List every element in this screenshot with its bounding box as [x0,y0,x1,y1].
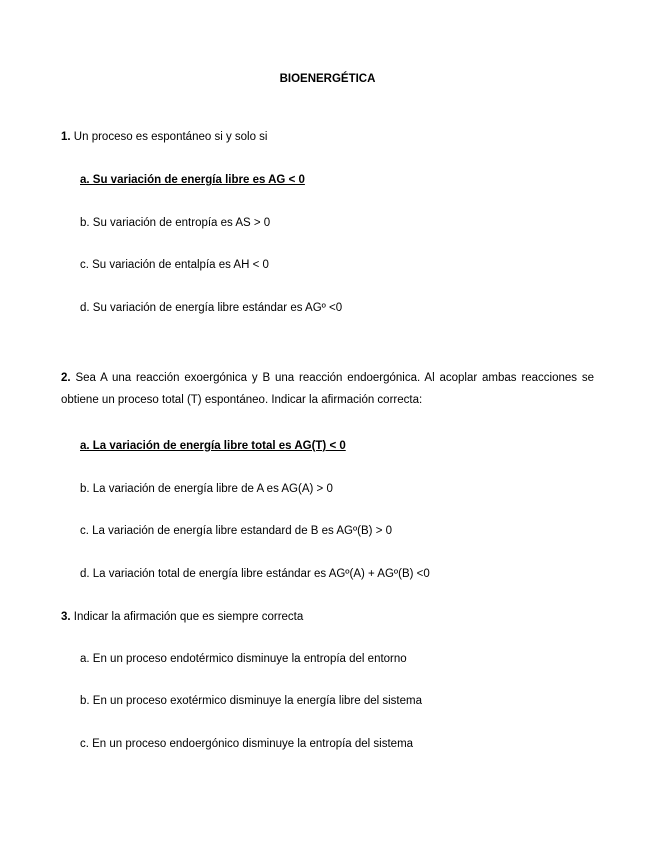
question-3-number: 3. [61,611,71,623]
question-1-number: 1. [61,131,71,143]
question-3-option-a: a. En un proceso endotérmico disminuye la entropía del entorno [80,653,407,665]
question-3-text: Indicar la afirmación que es siempre correcta [73,611,304,623]
question-1-option-a: a. Su variación de energía libre es AG < 0 [80,174,305,186]
question-2-option-b: b. La variación de energía libre de A es AG(A) > 0 [80,483,333,495]
question-2-number: 2. [61,372,71,384]
question-1-option-d: d. Su variación de energía libre estándar es AGº <0 [80,302,343,314]
question-2-option-d: d. La variación total de energía libre estándar es AGº(A) + AGº(B) <0 [80,568,430,580]
question-1-option-c: c. Su variación de entalpía es AH < 0 [80,259,269,271]
question-2-option-a: a. La variación de energía libre total es AG(T) < 0 [80,440,346,452]
document-title: BIOENERGÉTICA [279,73,376,85]
question-1-text: Un proceso es espontáneo si y solo si [73,131,268,143]
question-3 [61,610,303,624]
question-2-option-c: c. La variación de energía libre estandard de B es AGº(B) > 0 [80,525,393,537]
question-1 [61,130,268,144]
question-2-text: Sea A una reacción exoergónica y B una reacción endoergónica. Al acoplar ambas reacciones se obtiene un proceso total (T) espontáneo. Indicar la afirmación correcta: [61,372,594,406]
question-1-option-b: b. Su variación de entropía es AS > 0 [80,217,271,229]
question-3-option-b: b. En un proceso exotérmico disminuye la energía libre del sistema [80,695,422,707]
question-2 [61,367,594,411]
question-3-option-c: c. En un proceso endoergónico disminuye la entropía del sistema [80,738,414,750]
